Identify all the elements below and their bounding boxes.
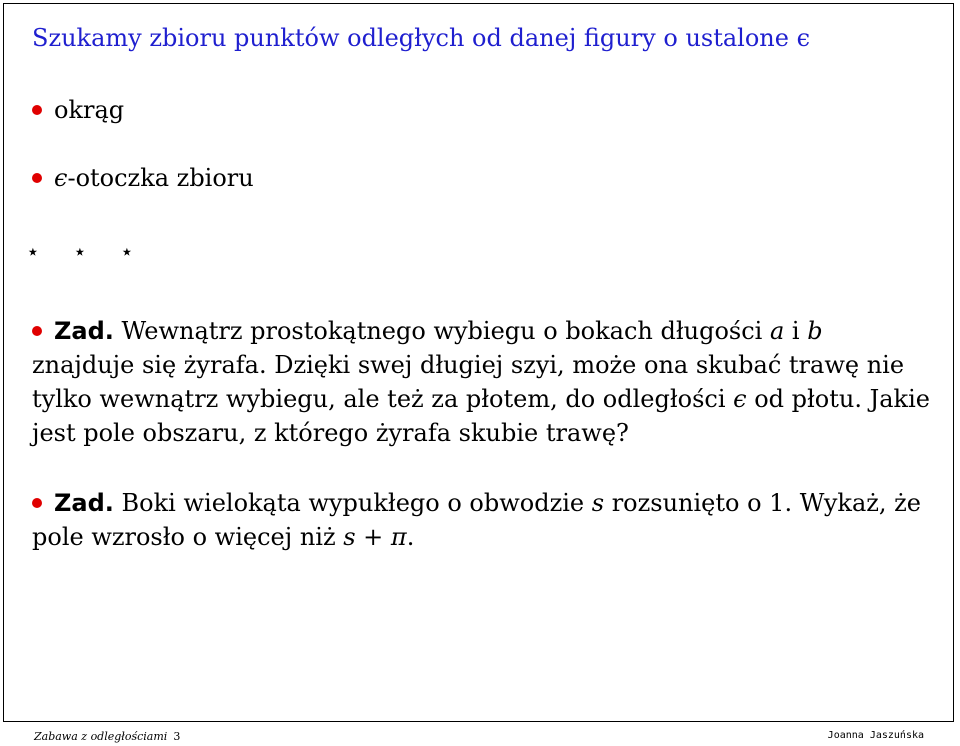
task-text: znajduje się żyrafa. Dzięki swej długiej szyi, może ona skubać trawę nie tylko wewnątrz wybiegu, ale też za płotem, do odległości xyxy=(32,351,905,413)
star-separator xyxy=(26,240,167,265)
var-a: a xyxy=(769,317,785,345)
task-1 xyxy=(32,314,932,450)
task-text: rozsunięto o 1. Wykaż, że pole wzrosło o więcej niż xyxy=(32,489,922,551)
var-s: s xyxy=(591,489,605,517)
bullet-otoczka xyxy=(32,164,254,192)
task-label: Zad. xyxy=(54,489,114,517)
footer-text: Zabawa z odległościami xyxy=(34,730,168,743)
task-text: . xyxy=(406,523,415,551)
star-icon: ⋆ xyxy=(120,240,134,265)
bullet-dot-icon xyxy=(32,173,42,183)
star-icon: ⋆ xyxy=(73,240,87,265)
bullet-dot-icon xyxy=(32,326,42,336)
page-number: 3 xyxy=(173,730,181,743)
task-label: Zad. xyxy=(54,317,114,345)
slide-title: Szukamy zbioru punktów odległych od danej figury o ustalone ϵ xyxy=(32,24,811,52)
task-text: Wewnątrz prostokątnego wybiegu o bokach długości xyxy=(113,317,770,345)
footer-title xyxy=(34,730,180,743)
bullet-text: -otoczka zbioru xyxy=(67,164,254,192)
task-text: od płotu. Jakie jest pole obszaru, z którego żyrafa skubie trawę? xyxy=(32,385,930,447)
math-expression: s + π xyxy=(343,523,407,551)
task-2 xyxy=(32,486,932,554)
var-b: b xyxy=(807,317,823,345)
bullet-okrag xyxy=(32,96,124,124)
bullet-dot-icon xyxy=(32,498,42,508)
epsilon-symbol: ϵ xyxy=(54,164,68,192)
task-text: i xyxy=(784,317,808,345)
epsilon-symbol: ϵ xyxy=(733,385,747,413)
bullet-dot-icon xyxy=(32,105,42,115)
task-text: Boki wielokąta wypukłego o obwodzie xyxy=(113,489,592,517)
footer-author: Joanna Jaszuńska xyxy=(827,730,924,741)
bullet-text: okrąg xyxy=(54,96,125,124)
star-icon: ⋆ xyxy=(26,240,40,265)
